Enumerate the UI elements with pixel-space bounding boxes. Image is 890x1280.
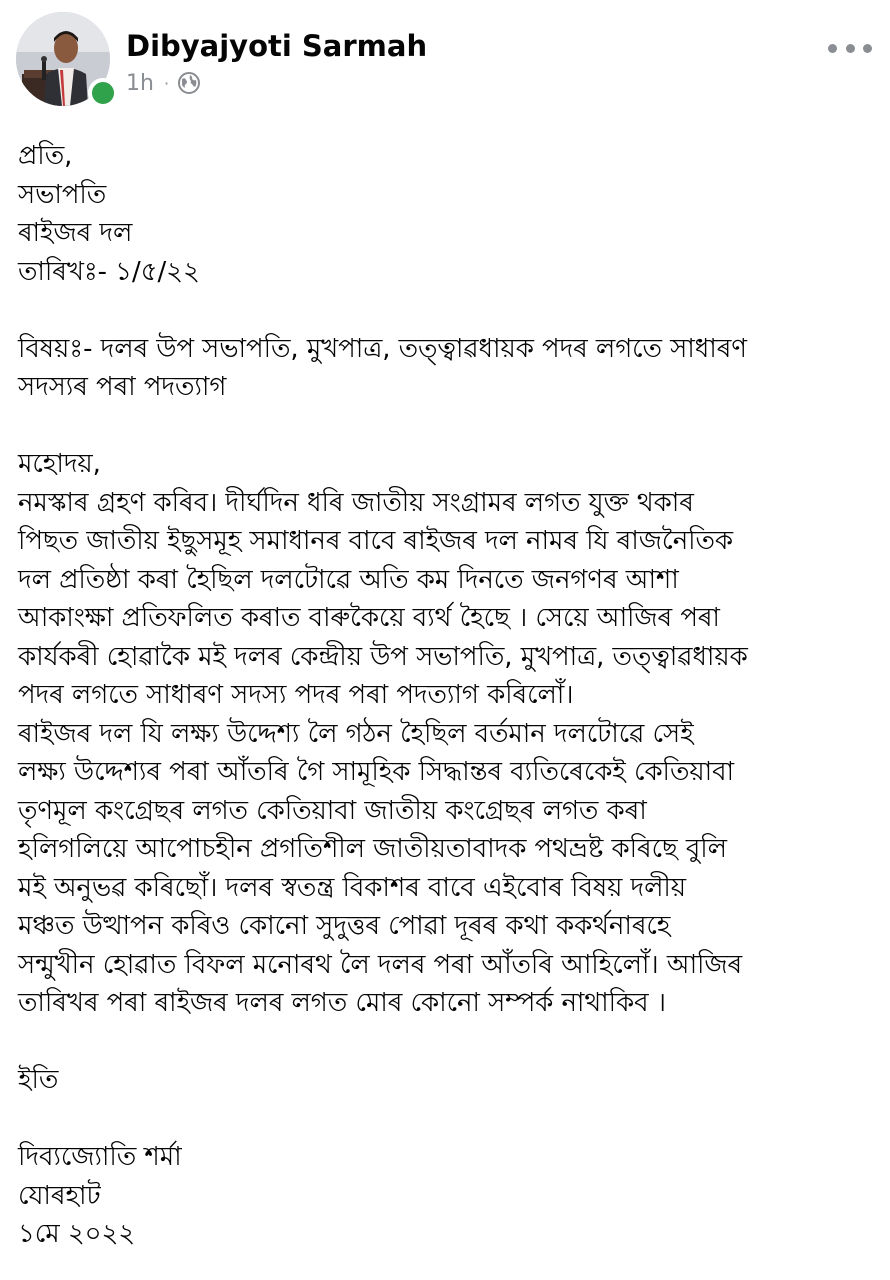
post-header (0, 0, 890, 112)
letter-to-line: সভাপতি (18, 179, 107, 210)
letter-body-line: তাৰিখৰ পৰা ৰাইজৰ দলৰ লগত মোৰ কোনো সম্পৰ্ক নাথাকিব । (18, 988, 666, 1018)
letter-body-line: পিছত জাতীয় ইছুসমূহ সমাধানৰ বাবে ৰাইজৰ দল নামৰ যি ৰাজনৈতিক (18, 526, 734, 556)
letter-body-line: মঞ্চত উত্থাপন কৰিও কোনো সুদুত্তৰ পোৱা দূৰৰ কথা ককৰ্থনাৰহে (18, 911, 671, 941)
letter-body-line: কাৰ্যকৰী হোৱাকৈ মই দলৰ কেন্দ্ৰীয় উপ সভাপতি, মুখপাত্ৰ, তত্ত্বাৱধায়ক (18, 641, 748, 672)
letter-body-line: আকাংক্ষা প্ৰতিফলিত কৰাত বাৰুকৈয়ে ব্যৰ্থ হৈছে । সেয়ে আজিৰ পৰা (18, 603, 720, 633)
blank-line (18, 291, 878, 330)
blank-line (18, 1100, 878, 1139)
globe-icon[interactable] (177, 71, 201, 95)
post-meta (126, 68, 201, 98)
letter-body-line: দল প্ৰতিষ্ঠা কৰা হৈছিল দলটোৱে অতি কম দিনতে জনগণৰ আশা (18, 564, 679, 595)
online-status-dot (88, 78, 118, 108)
letter-body-line: মই অনুভৱ কৰিছোঁ। দলৰ স্বতন্ত্ৰ বিকাশৰ বাবে এইবোৰ বিষয় দলীয় (18, 872, 687, 903)
meta-separator: · (163, 73, 170, 93)
letter-to-line: প্ৰতি, (18, 141, 73, 171)
post-text (18, 137, 878, 1254)
letter-closing: ইতি (18, 1065, 59, 1095)
letter-to-line: ৰাইজৰ দল (18, 218, 133, 248)
letter-body-line: লক্ষ্য উদ্দেশ্যৰ পৰা আঁতৰি গৈ সামূহিক সিদ্ধান্তৰ ব্যতিৰেকেই কেতিয়াবা (18, 757, 734, 787)
letter-body-line: পদৰ লগতে সাধাৰণ সদস্য পদৰ পৰা পদত্যাগ কৰিলোঁ। (18, 680, 574, 710)
letter-greeting: মহোদয়, (18, 449, 101, 479)
letter-signature-name: দিব্যজ্যোতি শৰ্মা (18, 1142, 182, 1172)
letter-body-line: তৃণমূল কংগ্ৰেছৰ লগত কেতিয়াবা জাতীয় কংগ্ৰেছৰ লগত কৰা (18, 795, 647, 826)
letter-signature-date: ১মে ২০২২ (18, 1219, 136, 1249)
letter-body-line: সন্মুখীন হোৱাত বিফল মনোৰথ লৈ দলৰ পৰা আঁতৰি আহিলোঁ। আজিৰ (18, 949, 743, 980)
author-name[interactable]: Dibyajyoti Sarmah (126, 29, 428, 63)
letter-date-line: তাৰিখঃ- ১/৫/২২ (18, 256, 200, 287)
letter-body-line: ৰাইজৰ দল যি লক্ষ্য উদ্দেশ্য লৈ গঠন হৈছিল বৰ্তমান দলটোৱে সেই (18, 718, 694, 749)
blank-line (18, 1023, 878, 1062)
more-options-button[interactable] (828, 34, 872, 62)
letter-subject-line: বিষয়ঃ- দলৰ উপ সভাপতি, মুখপাত্ৰ, তত্ত্বাৱধায়ক পদৰ লগতে সাধাৰণ (18, 333, 747, 364)
letter-signature-place: যোৰহাট (18, 1180, 101, 1211)
blank-line (18, 407, 878, 446)
more-dot-icon (846, 44, 855, 53)
letter-body-line: হলিগলিয়ে আপোচহীন প্ৰগতিশীল জাতীয়তাবাদক পথভ্ৰষ্ট কৰিছে বুলি (18, 834, 727, 864)
more-dot-icon (828, 44, 837, 53)
letter-body-line: নমস্কাৰ গ্ৰহণ কৰিব। দীৰ্ঘদিন ধৰি জাতীয় সংগ্ৰামৰ লগত যুক্ত থকাৰ (18, 487, 694, 518)
more-dot-icon (863, 44, 872, 53)
post-time[interactable]: 1h (126, 70, 154, 96)
letter-subject-line: সদস্যৰ পৰা পদত্যাগ (18, 372, 227, 402)
